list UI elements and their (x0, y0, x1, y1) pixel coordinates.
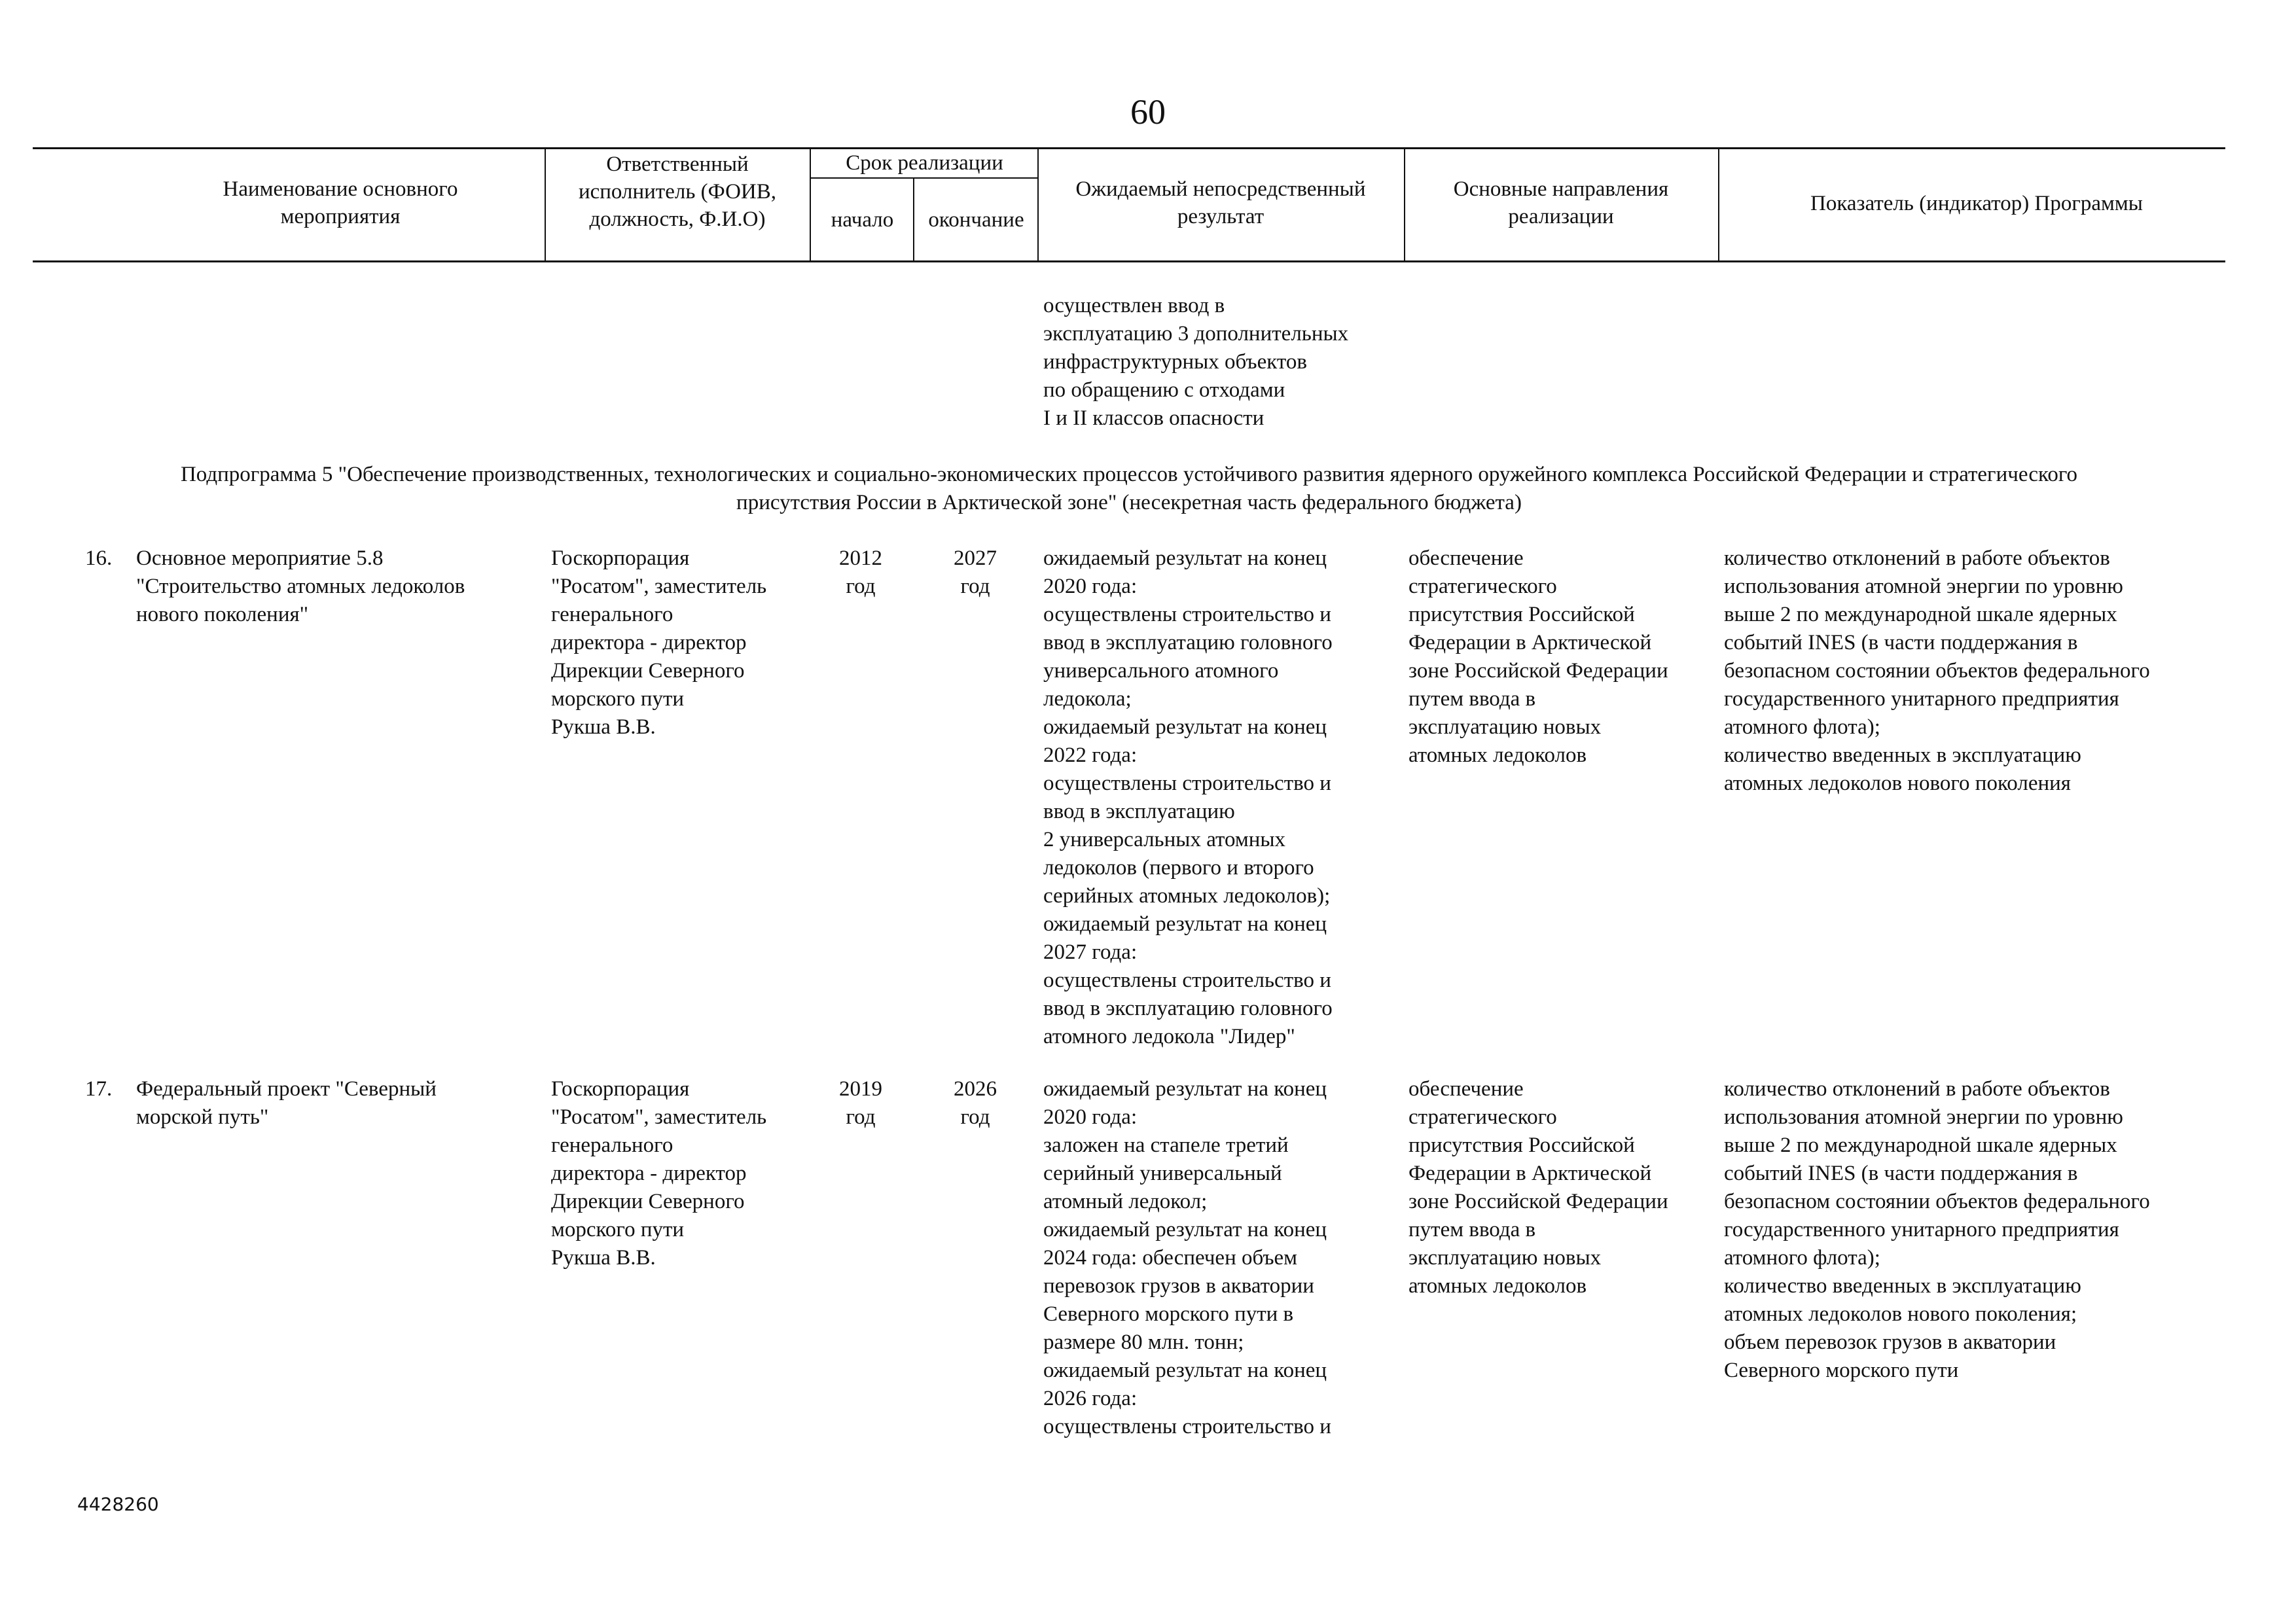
row-directions: обеспечение стратегического присутствия Российской Федерации в Арктической зоне Российской Федерации путем ввода в эксплуатацию новых атомных ледоколов (1408, 1077, 1668, 1298)
row-executor: Госкорпорация "Росатом", заместитель генерального директора - директор Дирекции Северного морского пути Рукша В.В. (551, 1077, 767, 1270)
row-result: ожидаемый результат на конец 2020 года: осуществлены строительство и ввод в эксплуатацию головного универсального атомного ледокола; ожидаемый результат на конец 2022 года: осуществлены строительство и ввод в эксплуатацию 2 универсальных атомных ледоколов (первого и второго серийных атомных ледоколов); ожидаемый результат на конец 2027 года: осуществлены строительство и ввод в эксплуатацию головного атомного ледокола "Лидер" (1043, 546, 1333, 1048)
header-directions: Основные направления реализации (1453, 177, 1669, 228)
row-indicator: количество отклонений в работе объектов использования атомной энергии по уровню выше 2 по международной шкале ядерных событий INES (в части поддержания в безопасном состоянии объектов федерального государственного унитарного предприятия атомного флота); количество введенных в эксплуатацию атомных ледоколов нового поколения (1724, 546, 2150, 795)
header-start: начало (831, 208, 894, 232)
row-number: 16. (85, 546, 113, 570)
header-result: Ожидаемый непосредственный результат (1075, 177, 1366, 228)
row-end: 2026 год (954, 1077, 997, 1129)
row-name: Федеральный проект "Северный морской путь" (136, 1077, 437, 1129)
row-number: 17. (85, 1077, 113, 1101)
row-start: 2019 год (839, 1077, 882, 1129)
row-result: ожидаемый результат на конец 2020 года: заложен на стапеле третий серийный универсальный атомный ледокол; ожидаемый результат на конец 2024 года: обеспечен объем перевозок грузов в акватории Северного морского пути в размере 80 млн. тонн; ожидаемый результат на конец 2026 года: осуществлены строительство и (1043, 1077, 1331, 1438)
document-code: 4428260 (77, 1493, 159, 1515)
row-end: 2027 год (954, 546, 997, 598)
header-name: Наименование основного мероприятия (223, 177, 458, 228)
header-period: Срок реализации (846, 151, 1003, 175)
header-executor: Ответственный исполнитель (ФОИВ, должность, Ф.И.О) (578, 152, 777, 231)
row-directions: обеспечение стратегического присутствия Российской Федерации в Арктической зоне Российской Федерации путем ввода в эксплуатацию новых атомных ледоколов (1408, 546, 1668, 767)
row-executor: Госкорпорация "Росатом", заместитель генерального директора - директор Дирекции Северного морского пути Рукша В.В. (551, 546, 767, 739)
row-start: 2012 год (839, 546, 882, 598)
page-number: 60 (1130, 92, 1166, 132)
row-name: Основное мероприятие 5.8 "Строительство атомных ледоколов нового поколения" (136, 546, 465, 626)
header-end: окончание (928, 208, 1024, 232)
continuation-result: осуществлен ввод в эксплуатацию 3 дополнительных инфраструктурных объектов по обращению с отходами I и II классов опасности (1043, 294, 1349, 430)
subprogram-title: Подпрограмма 5 "Обеспечение производственных, технологических и социально-экономических процессов устойчивого развития ядерного оружейного комплекса Российской Федерации и стратегического присутствия России в Арктической зоне" (несекретная часть федерального бюджета) (180, 463, 2078, 514)
header-indicator: Показатель (индикатор) Программы (1810, 192, 2143, 215)
row-indicator: количество отклонений в работе объектов использования атомной энергии по уровню выше 2 по международной шкале ядерных событий INES (в части поддержания в безопасном состоянии объектов федерального государственного унитарного предприятия атомного флота); количество введенных в эксплуатацию атомных ледоколов нового поколения; объем перевозок грузов в акватории Северного морского пути (1724, 1077, 2150, 1382)
